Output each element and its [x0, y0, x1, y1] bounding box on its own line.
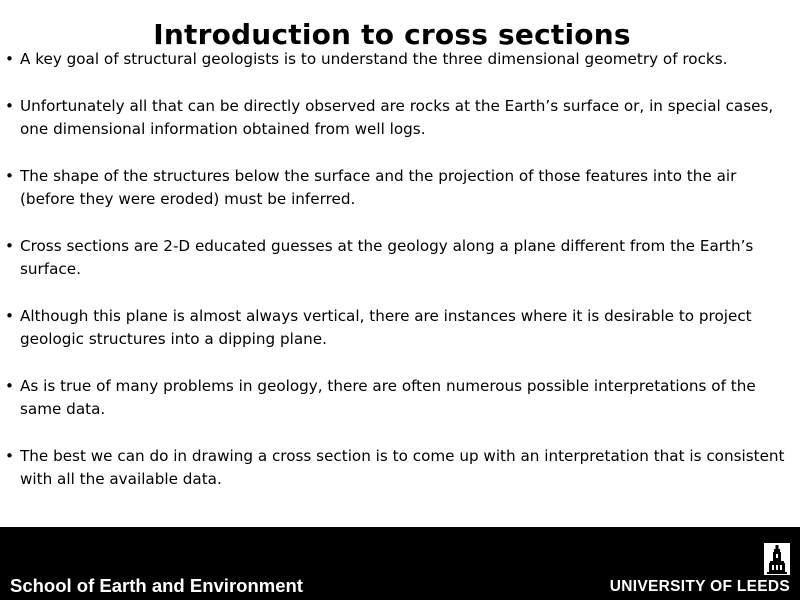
bullet-item: [4, 165, 788, 212]
bullet-text: As is true of many problems in geology, there are often numerous possible interpretations of the same data.: [20, 376, 756, 418]
bullet-text: Although this plane is almost always vertical, there are instances where it is desirable to project geologic structures into a dipping plane.: [20, 306, 752, 348]
bullet-item: [4, 235, 788, 282]
university-name: UNIVERSITY OF LEEDS: [609, 578, 790, 595]
parkinson-tower-icon: [764, 543, 790, 575]
bullet-marker: •: [5, 236, 14, 255]
school-name: School of Earth and Environment: [10, 575, 303, 596]
slide-title: Introduction to cross sections: [153, 18, 631, 51]
bullet-marker: •: [5, 166, 14, 185]
bullet-marker: •: [5, 96, 14, 115]
bullet-item: [4, 95, 788, 142]
bullet-marker: •: [5, 376, 14, 395]
bullet-item: [4, 48, 788, 72]
bullet-text: The shape of the structures below the surface and the projection of those features into the air (before they were eroded) must be inferred.: [20, 166, 737, 208]
bullet-item: [4, 375, 788, 422]
bullet-marker: •: [5, 306, 14, 325]
bullet-marker: •: [5, 446, 14, 465]
bullet-item: [4, 445, 788, 492]
bullet-text: Unfortunately all that can be directly observed are rocks at the Earth’s surface or, in special cases, one dimensional information obtained from well logs.: [20, 96, 774, 138]
bullet-marker: •: [5, 50, 14, 68]
footer-bar: [0, 527, 800, 600]
bullet-item: [4, 305, 788, 352]
bullet-text: A key goal of structural geologists is to understand the three dimensional geometry of rocks.: [20, 50, 728, 68]
bullet-text: The best we can do in drawing a cross section is to come up with an interpretation that is consistent with all the available data.: [20, 446, 785, 488]
bullet-text: Cross sections are 2-D educated guesses at the geology along a plane different from the Earth’s surface.: [20, 236, 754, 278]
bullet-list: [4, 48, 788, 515]
